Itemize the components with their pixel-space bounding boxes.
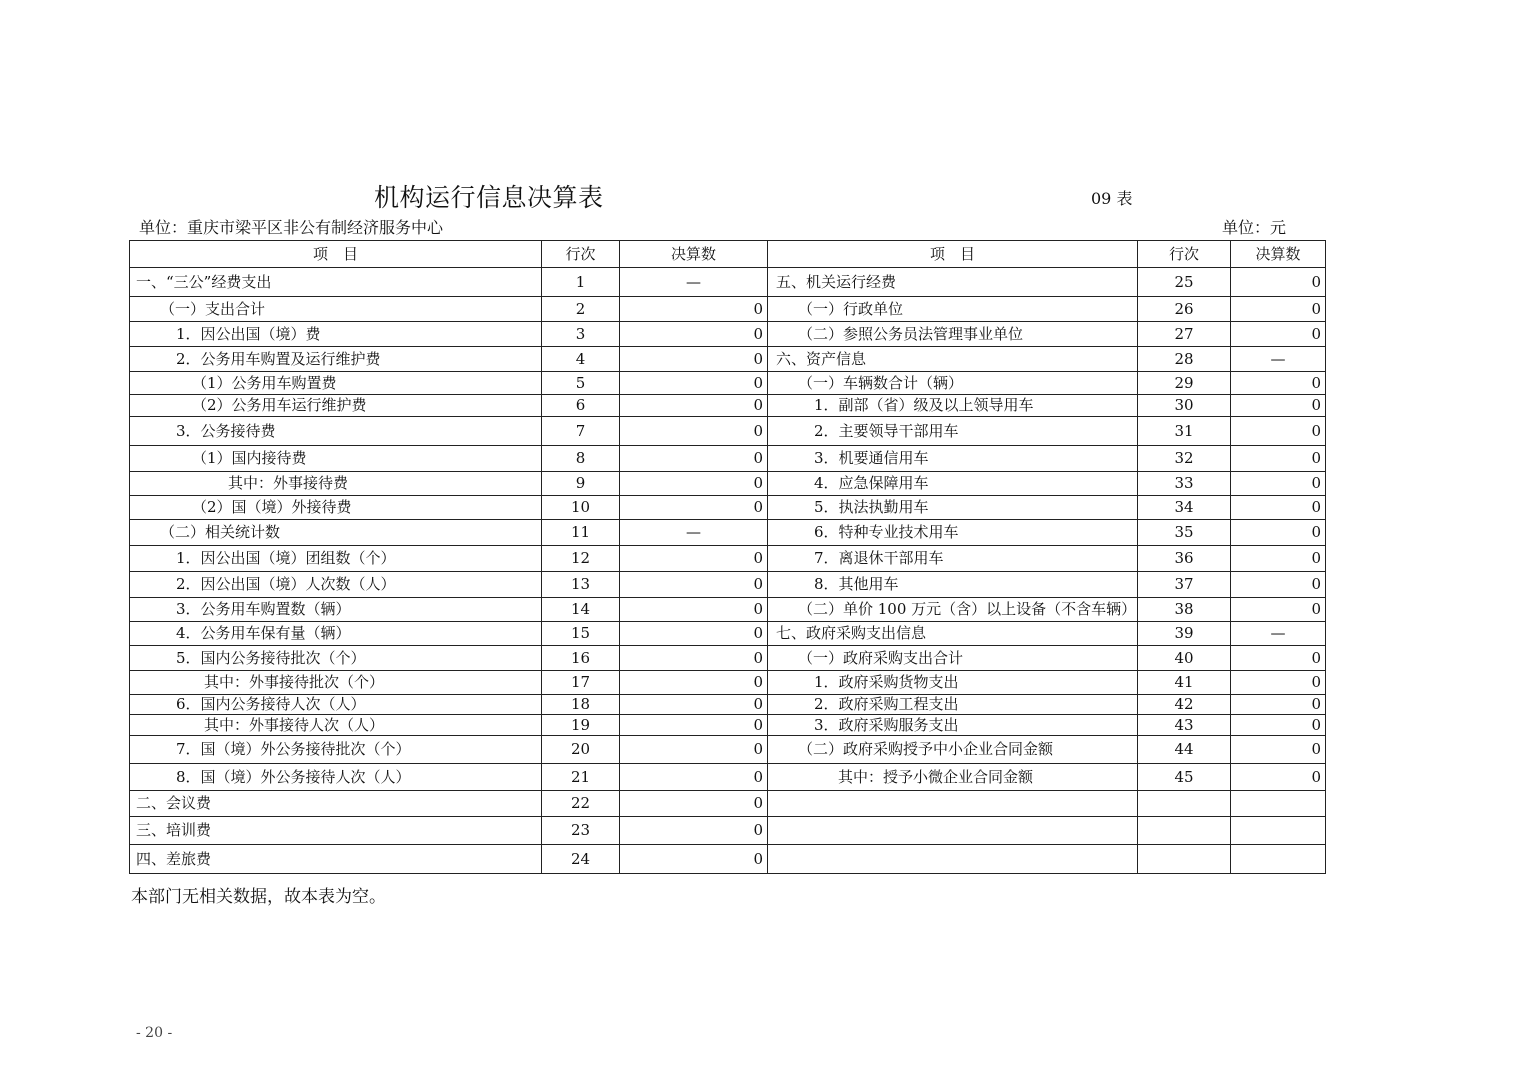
row-item-left: 其中：外事接待批次（个） [130, 671, 542, 695]
table-row [130, 715, 1326, 736]
row-no-right: 35 [1138, 520, 1231, 546]
row-no-left: 1 [542, 268, 620, 297]
table-row [130, 791, 1326, 817]
table-row [130, 572, 1326, 598]
row-no-right: 40 [1138, 646, 1231, 671]
table-row [130, 322, 1326, 347]
row-no-left: 9 [542, 472, 620, 496]
row-item-right: （二）单价 100 万元（含）以上设备（不含车辆） [768, 598, 1138, 622]
row-no-left: 19 [542, 715, 620, 736]
row-value-left: 0 [620, 764, 768, 791]
row-value-left: 0 [620, 817, 768, 845]
table-row [130, 472, 1326, 496]
row-value-right: 0 [1231, 446, 1326, 472]
empty-cell [1138, 845, 1231, 874]
row-value-left: 0 [620, 395, 768, 417]
row-value-left: 0 [620, 372, 768, 395]
row-item-right: 2．主要领导干部用车 [768, 417, 1138, 446]
table-row [130, 347, 1326, 372]
row-item-left: 一、“三公”经费支出 [130, 268, 542, 297]
row-item-left: 4．公务用车保有量（辆） [130, 622, 542, 646]
table-row [130, 764, 1326, 791]
row-value-left: 0 [620, 347, 768, 372]
row-item-left: 6．国内公务接待人次（人） [130, 695, 542, 715]
row-value-right: 0 [1231, 598, 1326, 622]
row-item-right: （二）参照公务员法管理事业单位 [768, 322, 1138, 347]
row-value-left: 0 [620, 546, 768, 572]
row-item-left: 其中：外事接待费 [130, 472, 542, 496]
row-no-left: 4 [542, 347, 620, 372]
table-row [130, 417, 1326, 446]
row-item-right: 6．特种专业技术用车 [768, 520, 1138, 546]
row-item-right: 2．政府采购工程支出 [768, 695, 1138, 715]
row-no-left: 21 [542, 764, 620, 791]
page-number: - 20 - [136, 1025, 173, 1041]
row-value-left: 0 [620, 695, 768, 715]
unit-currency: 单位：元 [1222, 218, 1287, 237]
row-value-right: 0 [1231, 520, 1326, 546]
row-item-left: 3．公务用车购置数（辆） [130, 598, 542, 622]
row-value-left: 0 [620, 322, 768, 347]
row-no-right: 30 [1138, 395, 1231, 417]
row-no-left: 5 [542, 372, 620, 395]
row-no-left: 11 [542, 520, 620, 546]
row-item-left: 其中：外事接待人次（人） [130, 715, 542, 736]
empty-cell [1138, 817, 1231, 845]
table-row [130, 695, 1326, 715]
row-item-left: 7．国（境）外公务接待批次（个） [130, 736, 542, 764]
row-item-left: （二）相关统计数 [130, 520, 542, 546]
table-row [130, 395, 1326, 417]
header-value-left: 决算数 [620, 241, 768, 268]
row-item-left: （2）国（境）外接待费 [130, 496, 542, 520]
row-item-left: 二、会议费 [130, 791, 542, 817]
row-item-left: （1）公务用车购置费 [130, 372, 542, 395]
row-value-right: 0 [1231, 372, 1326, 395]
row-no-left: 8 [542, 446, 620, 472]
empty-cell [1138, 791, 1231, 817]
row-value-right: 0 [1231, 671, 1326, 695]
row-item-left: 1．因公出国（境）费 [130, 322, 542, 347]
row-item-right: （一）行政单位 [768, 297, 1138, 322]
row-value-left: 0 [620, 715, 768, 736]
empty-cell [768, 817, 1138, 845]
row-value-right: 0 [1231, 715, 1326, 736]
row-value-right: 0 [1231, 417, 1326, 446]
row-value-right: 0 [1231, 472, 1326, 496]
row-item-left: 2．公务用车购置及运行维护费 [130, 347, 542, 372]
row-value-right: — [1231, 622, 1326, 646]
row-item-right: 4．应急保障用车 [768, 472, 1138, 496]
row-value-right: 0 [1231, 546, 1326, 572]
row-no-right: 43 [1138, 715, 1231, 736]
table-row [130, 520, 1326, 546]
footnote: 本部门无相关数据，故本表为空。 [131, 887, 386, 907]
row-no-right: 27 [1138, 322, 1231, 347]
row-no-right: 34 [1138, 496, 1231, 520]
row-value-left: 0 [620, 496, 768, 520]
row-no-right: 36 [1138, 546, 1231, 572]
row-value-left: 0 [620, 297, 768, 322]
budget-table [129, 240, 1326, 874]
row-no-right: 45 [1138, 764, 1231, 791]
row-value-right: 0 [1231, 695, 1326, 715]
header-item-left: 项 目 [130, 241, 542, 268]
table-number: 09 表 [1091, 189, 1133, 208]
row-value-right: 0 [1231, 297, 1326, 322]
empty-cell [768, 845, 1138, 874]
row-item-right: 3．政府采购服务支出 [768, 715, 1138, 736]
row-item-left: 5．国内公务接待批次（个） [130, 646, 542, 671]
row-no-left: 17 [542, 671, 620, 695]
table-row [130, 598, 1326, 622]
row-item-left: （2）公务用车运行维护费 [130, 395, 542, 417]
table-header-row [130, 241, 1326, 268]
row-item-right: 六、资产信息 [768, 347, 1138, 372]
row-no-right: 32 [1138, 446, 1231, 472]
row-item-right: 1．副部（省）级及以上领导用车 [768, 395, 1138, 417]
row-no-left: 13 [542, 572, 620, 598]
row-item-right: （二）政府采购授予中小企业合同金额 [768, 736, 1138, 764]
empty-cell [1231, 817, 1326, 845]
row-no-right: 44 [1138, 736, 1231, 764]
header-item-right: 项 目 [768, 241, 1138, 268]
empty-cell [1231, 845, 1326, 874]
row-no-left: 14 [542, 598, 620, 622]
row-value-left: 0 [620, 622, 768, 646]
table-row [130, 496, 1326, 520]
row-no-right: 42 [1138, 695, 1231, 715]
row-value-left: 0 [620, 446, 768, 472]
row-no-right: 31 [1138, 417, 1231, 446]
row-value-left: 0 [620, 646, 768, 671]
row-value-left: 0 [620, 791, 768, 817]
table-row [130, 297, 1326, 322]
row-item-right: （一）政府采购支出合计 [768, 646, 1138, 671]
row-no-left: 20 [542, 736, 620, 764]
row-item-right: 五、机关运行经费 [768, 268, 1138, 297]
row-item-left: 3．公务接待费 [130, 417, 542, 446]
table-row [130, 817, 1326, 845]
row-no-right: 38 [1138, 598, 1231, 622]
row-item-left: （一）支出合计 [130, 297, 542, 322]
row-value-left: — [620, 268, 768, 297]
row-item-left: 三、培训费 [130, 817, 542, 845]
row-no-right: 26 [1138, 297, 1231, 322]
row-no-right: 25 [1138, 268, 1231, 297]
table-row [130, 671, 1326, 695]
row-item-left: 2．因公出国（境）人次数（人） [130, 572, 542, 598]
table-row [130, 268, 1326, 297]
empty-cell [768, 791, 1138, 817]
row-no-left: 2 [542, 297, 620, 322]
row-item-left: 1．因公出国（境）团组数（个） [130, 546, 542, 572]
table-row [130, 622, 1326, 646]
row-no-left: 10 [542, 496, 620, 520]
row-value-right: 0 [1231, 268, 1326, 297]
row-value-right: 0 [1231, 764, 1326, 791]
table-row [130, 646, 1326, 671]
table-row [130, 546, 1326, 572]
row-item-right: 1．政府采购货物支出 [768, 671, 1138, 695]
row-value-right: 0 [1231, 395, 1326, 417]
row-value-left: 0 [620, 736, 768, 764]
row-no-right: 28 [1138, 347, 1231, 372]
row-no-left: 16 [542, 646, 620, 671]
row-no-right: 39 [1138, 622, 1231, 646]
row-item-left: （1）国内接待费 [130, 446, 542, 472]
table-row [130, 446, 1326, 472]
row-value-right: 0 [1231, 572, 1326, 598]
row-item-right: 3．机要通信用车 [768, 446, 1138, 472]
row-value-left: 0 [620, 572, 768, 598]
row-value-right: — [1231, 347, 1326, 372]
table-row [130, 372, 1326, 395]
row-value-left: 0 [620, 417, 768, 446]
row-value-right: 0 [1231, 496, 1326, 520]
row-value-left: 0 [620, 472, 768, 496]
row-no-left: 12 [542, 546, 620, 572]
row-item-left: 四、差旅费 [130, 845, 542, 874]
table-row [130, 845, 1326, 874]
row-value-left: 0 [620, 598, 768, 622]
row-item-right: 8．其他用车 [768, 572, 1138, 598]
row-value-left: 0 [620, 845, 768, 874]
page-title: 机构运行信息决算表 [374, 183, 604, 212]
row-item-right: 七、政府采购支出信息 [768, 622, 1138, 646]
row-no-left: 18 [542, 695, 620, 715]
row-no-left: 15 [542, 622, 620, 646]
row-no-right: 41 [1138, 671, 1231, 695]
unit-organization: 单位：重庆市梁平区非公有制经济服务中心 [139, 218, 444, 237]
row-item-right: 5．执法执勤用车 [768, 496, 1138, 520]
empty-cell [1231, 791, 1326, 817]
row-value-right: 0 [1231, 736, 1326, 764]
row-no-right: 29 [1138, 372, 1231, 395]
header-value-right: 决算数 [1231, 241, 1326, 268]
header-no-right: 行次 [1138, 241, 1231, 268]
row-no-left: 3 [542, 322, 620, 347]
row-value-right: 0 [1231, 646, 1326, 671]
row-item-left: 8．国（境）外公务接待人次（人） [130, 764, 542, 791]
row-value-left: 0 [620, 671, 768, 695]
row-no-left: 23 [542, 817, 620, 845]
row-item-right: 7．离退休干部用车 [768, 546, 1138, 572]
row-no-left: 7 [542, 417, 620, 446]
row-no-left: 22 [542, 791, 620, 817]
row-no-right: 37 [1138, 572, 1231, 598]
row-no-left: 24 [542, 845, 620, 874]
row-item-right: （一）车辆数合计（辆） [768, 372, 1138, 395]
row-no-right: 33 [1138, 472, 1231, 496]
row-value-left: — [620, 520, 768, 546]
table-row [130, 736, 1326, 764]
row-value-right: 0 [1231, 322, 1326, 347]
row-no-left: 6 [542, 395, 620, 417]
row-item-right: 其中：授予小微企业合同金额 [768, 764, 1138, 791]
header-no-left: 行次 [542, 241, 620, 268]
